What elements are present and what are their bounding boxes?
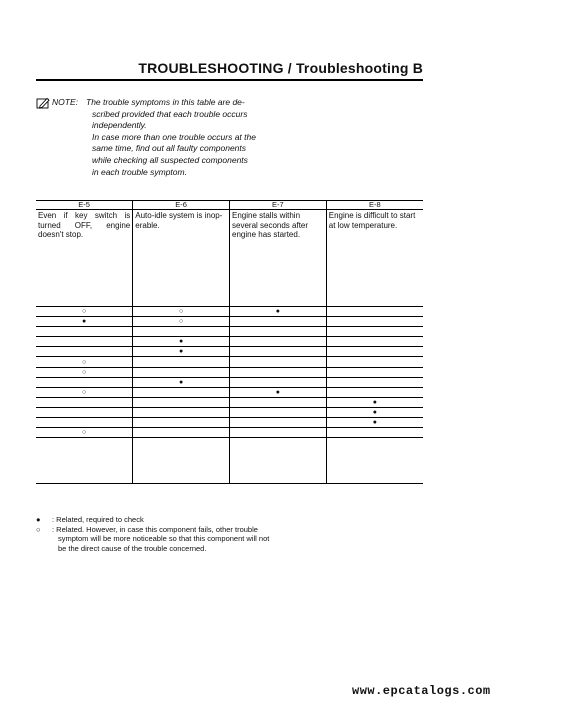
footer-url: www.epcatalogs.com xyxy=(352,684,491,698)
legend-filled xyxy=(36,515,286,525)
marker-cell: ○ xyxy=(36,428,133,438)
legend-open-line: be the direct cause of the trouble concerned. xyxy=(58,543,207,553)
marker-cell: ○ xyxy=(36,307,133,317)
marker-cell xyxy=(326,357,423,367)
marker-cell xyxy=(230,367,327,377)
marker-cell: ● xyxy=(36,317,133,327)
marker-cell xyxy=(133,428,230,438)
blank-cell xyxy=(133,438,230,484)
column-header: E-8 xyxy=(326,201,423,210)
marker-cell xyxy=(326,428,423,438)
marker-cell: ● xyxy=(133,347,230,357)
symptom-description: Engine stalls within several seconds after engine has started. xyxy=(230,210,327,307)
marker-cell: ○ xyxy=(36,387,133,397)
legend-open-line: : Related. However, in case this component fails, other trouble xyxy=(52,524,258,534)
troubleshooting-table xyxy=(36,200,423,484)
marker-cell xyxy=(230,418,327,428)
marker-cell: ○ xyxy=(36,367,133,377)
note-line: same time, find out all faulty components xyxy=(92,143,247,154)
table-row xyxy=(36,397,423,407)
symptom-description: Auto-idle system is inop-erable. xyxy=(133,210,230,307)
table-row xyxy=(36,327,423,337)
marker-cell xyxy=(326,347,423,357)
marker-cell xyxy=(36,407,133,417)
marker-cell xyxy=(133,397,230,407)
blank-cell xyxy=(326,438,423,484)
marker-cell: ● xyxy=(230,387,327,397)
marker-cell: ● xyxy=(133,337,230,347)
table-row xyxy=(36,387,423,397)
note-line: in each trouble symptom. xyxy=(92,166,187,177)
page-title: TROUBLESHOOTING / Troubleshooting B xyxy=(138,60,423,76)
marker-cell xyxy=(230,428,327,438)
marker-cell xyxy=(133,418,230,428)
pencil-icon xyxy=(36,97,50,113)
note-line: while checking all suspected components xyxy=(92,154,248,165)
note-line: The trouble symptoms in this table are de- xyxy=(86,97,245,107)
note-text xyxy=(86,97,318,178)
marker-cell xyxy=(133,357,230,367)
marker-cell xyxy=(133,387,230,397)
note-line: independently. xyxy=(92,120,147,131)
marker-cell xyxy=(230,337,327,347)
marker-cell xyxy=(36,397,133,407)
marker-cell xyxy=(36,337,133,347)
table-row xyxy=(36,418,423,428)
marker-cell xyxy=(133,327,230,337)
marker-cell xyxy=(36,327,133,337)
marker-cell: ● xyxy=(326,418,423,428)
blank-cell xyxy=(230,438,327,484)
marker-cell: ● xyxy=(133,377,230,387)
legend-open xyxy=(36,525,286,554)
marker-cell xyxy=(133,407,230,417)
marker-cell xyxy=(230,327,327,337)
marker-cell xyxy=(230,347,327,357)
table-row xyxy=(36,347,423,357)
marker-cell xyxy=(326,367,423,377)
marker-cell: ○ xyxy=(133,307,230,317)
marker-cell xyxy=(326,337,423,347)
marker-cell xyxy=(326,387,423,397)
column-header: E-5 xyxy=(36,201,133,210)
marker-cell xyxy=(36,347,133,357)
note-line: In case more than one trouble occurs at the xyxy=(92,131,256,142)
marker-cell xyxy=(230,397,327,407)
marker-cell: ● xyxy=(230,307,327,317)
marker-cell: ● xyxy=(326,407,423,417)
symptom-description: Even if key switch is turned OFF, engine doesn't stop. xyxy=(36,210,133,307)
marker-cell: ○ xyxy=(36,357,133,367)
filled-dot-icon: ● xyxy=(36,515,41,524)
marker-cell: ○ xyxy=(133,317,230,327)
marker-cell xyxy=(230,357,327,367)
table-row xyxy=(36,337,423,347)
marker-cell: ● xyxy=(326,397,423,407)
marker-cell xyxy=(326,327,423,337)
symptom-description: Engine is difficult to start at low temperature. xyxy=(326,210,423,307)
title-rule xyxy=(36,79,423,81)
table-row xyxy=(36,307,423,317)
marker-cell xyxy=(326,317,423,327)
table-row xyxy=(36,357,423,367)
marker-cell xyxy=(133,367,230,377)
column-header: E-6 xyxy=(133,201,230,210)
open-circle-icon: ○ xyxy=(36,524,41,534)
table-row-blank xyxy=(36,438,423,484)
note-label: NOTE: xyxy=(52,97,78,107)
note-line: scribed provided that each trouble occurs xyxy=(92,108,248,119)
column-header: E-7 xyxy=(230,201,327,210)
marker-cell xyxy=(326,377,423,387)
marker-cell xyxy=(36,418,133,428)
table-row xyxy=(36,317,423,327)
marker-cell xyxy=(36,377,133,387)
blank-cell xyxy=(36,438,133,484)
table-row xyxy=(36,428,423,438)
legend-open-line: symptom will be more noticeable so that this component will not xyxy=(58,534,270,543)
marker-cell xyxy=(230,407,327,417)
table-row xyxy=(36,377,423,387)
legend-filled-text: : Related, required to check xyxy=(52,515,144,524)
table-row xyxy=(36,367,423,377)
marker-cell xyxy=(326,307,423,317)
table-row xyxy=(36,407,423,417)
marker-cell xyxy=(230,317,327,327)
marker-cell xyxy=(230,377,327,387)
legend xyxy=(36,515,286,553)
